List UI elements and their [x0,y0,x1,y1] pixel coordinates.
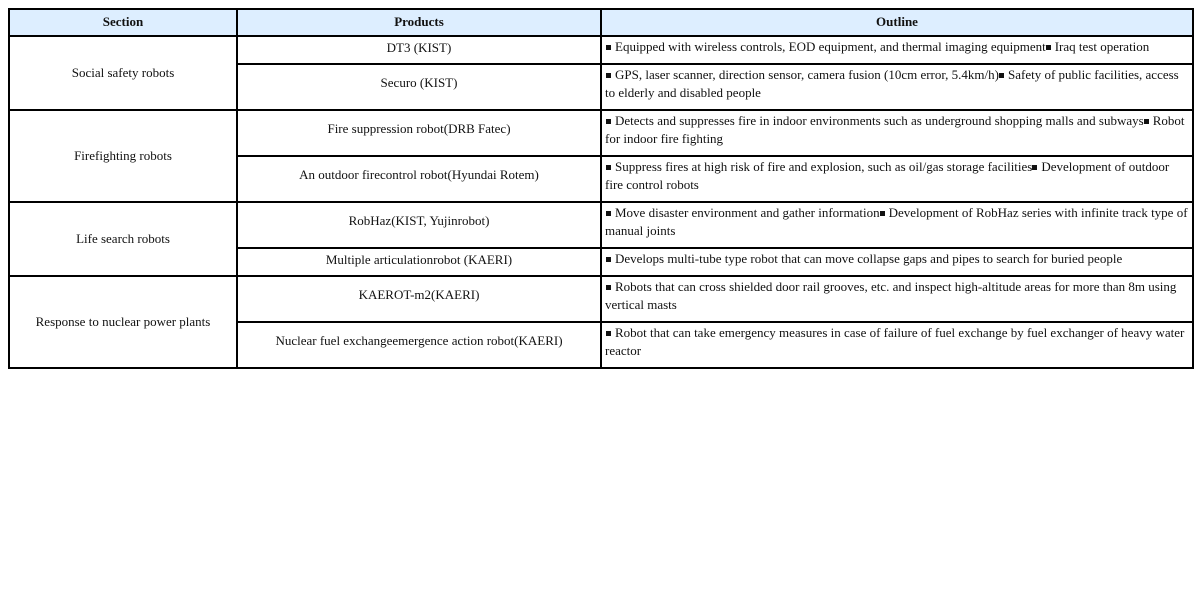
product-name: DT3 (KIST) [386,40,452,55]
section-cell: Social safety robots [9,36,237,110]
header-section: Section [9,9,237,36]
product-name: Multiple articulationrobot (KAERI) [325,252,513,267]
outline-text: Robots that can cross shielded door rail grooves, etc. and inspect high-altitude areas for more than 8m using vertical masts [605,279,1177,312]
bullet-square-icon [606,73,611,78]
bullet-square-icon [606,119,611,124]
product-cell [237,64,601,110]
outline-cell [601,248,1193,276]
outline-cell [601,202,1193,248]
section-cell: Firefighting robots [9,110,237,202]
table-row [9,276,1193,322]
outline-text: Development of RobHaz series with infinite track type of manual joints [605,205,1188,238]
outline-text: Equipped with wireless controls, EOD equipment, and thermal imaging equipment [615,39,1046,54]
outline-text: Iraq test operation [1054,39,1150,54]
outline-cell [601,276,1193,322]
product-name: Securo (KIST) [380,75,458,90]
outline-text: Robot that can take emergency measures in case of failure of fuel exchange by fuel exchanger of heavy water reactor [605,325,1185,358]
outline-text: Develops multi-tube type robot that can move collapse gaps and pipes to search for buried people [615,251,1123,266]
outline-text: Detects and suppresses fire in indoor environments such as underground shopping malls and subways [615,113,1144,128]
product-cell [237,110,601,156]
bullet-square-icon [1046,45,1051,50]
robot-products-table [8,8,1194,369]
product-name: RobHaz(KIST, Yujinrobot) [348,213,490,228]
bullet-square-icon [999,73,1004,78]
product-name: KAEROT-m2(KAERI) [358,287,480,302]
bullet-square-icon [606,45,611,50]
product-cell [237,248,601,276]
bullet-square-icon [606,211,611,216]
bullet-square-icon [1032,165,1037,170]
bullet-square-icon [606,257,611,262]
product-cell [237,36,601,64]
product-name: Fire suppression robot(DRB Fatec) [327,121,511,136]
outline-text: Development of outdoor fire control robots [605,159,1170,192]
outline-cell [601,64,1193,110]
outline-text: GPS, laser scanner, direction sensor, camera fusion (10cm error, 5.4km/h) [615,67,999,82]
product-cell [237,156,601,202]
outline-cell [601,156,1193,202]
section-cell: Life search robots [9,202,237,276]
bullet-square-icon [606,331,611,336]
product-name: An outdoor firecontrol robot(Hyundai Rotem) [299,167,539,182]
table-row [9,36,1193,64]
bullet-square-icon [606,165,611,170]
outline-text: Safety of public facilities, access to elderly and disabled people [605,67,1179,100]
product-name: Nuclear fuel exchangeemergence action robot(KAERI) [275,333,563,348]
outline-cell [601,36,1193,64]
header-products: Products [237,9,601,36]
outline-cell [601,322,1193,368]
table-row [9,202,1193,248]
outline-text: Robot for indoor fire fighting [605,113,1185,146]
header-row [9,9,1193,36]
header-outline: Outline [601,9,1193,36]
outline-text: Move disaster environment and gather information [615,205,880,220]
bullet-square-icon [1144,119,1149,124]
section-cell: Response to nuclear power plants [9,276,237,368]
product-cell [237,322,601,368]
bullet-square-icon [880,211,885,216]
outline-cell [601,110,1193,156]
table-row [9,110,1193,156]
product-cell [237,276,601,322]
outline-text: Suppress fires at high risk of fire and explosion, such as oil/gas storage facilities [615,159,1033,174]
bullet-square-icon [606,285,611,290]
product-cell [237,202,601,248]
